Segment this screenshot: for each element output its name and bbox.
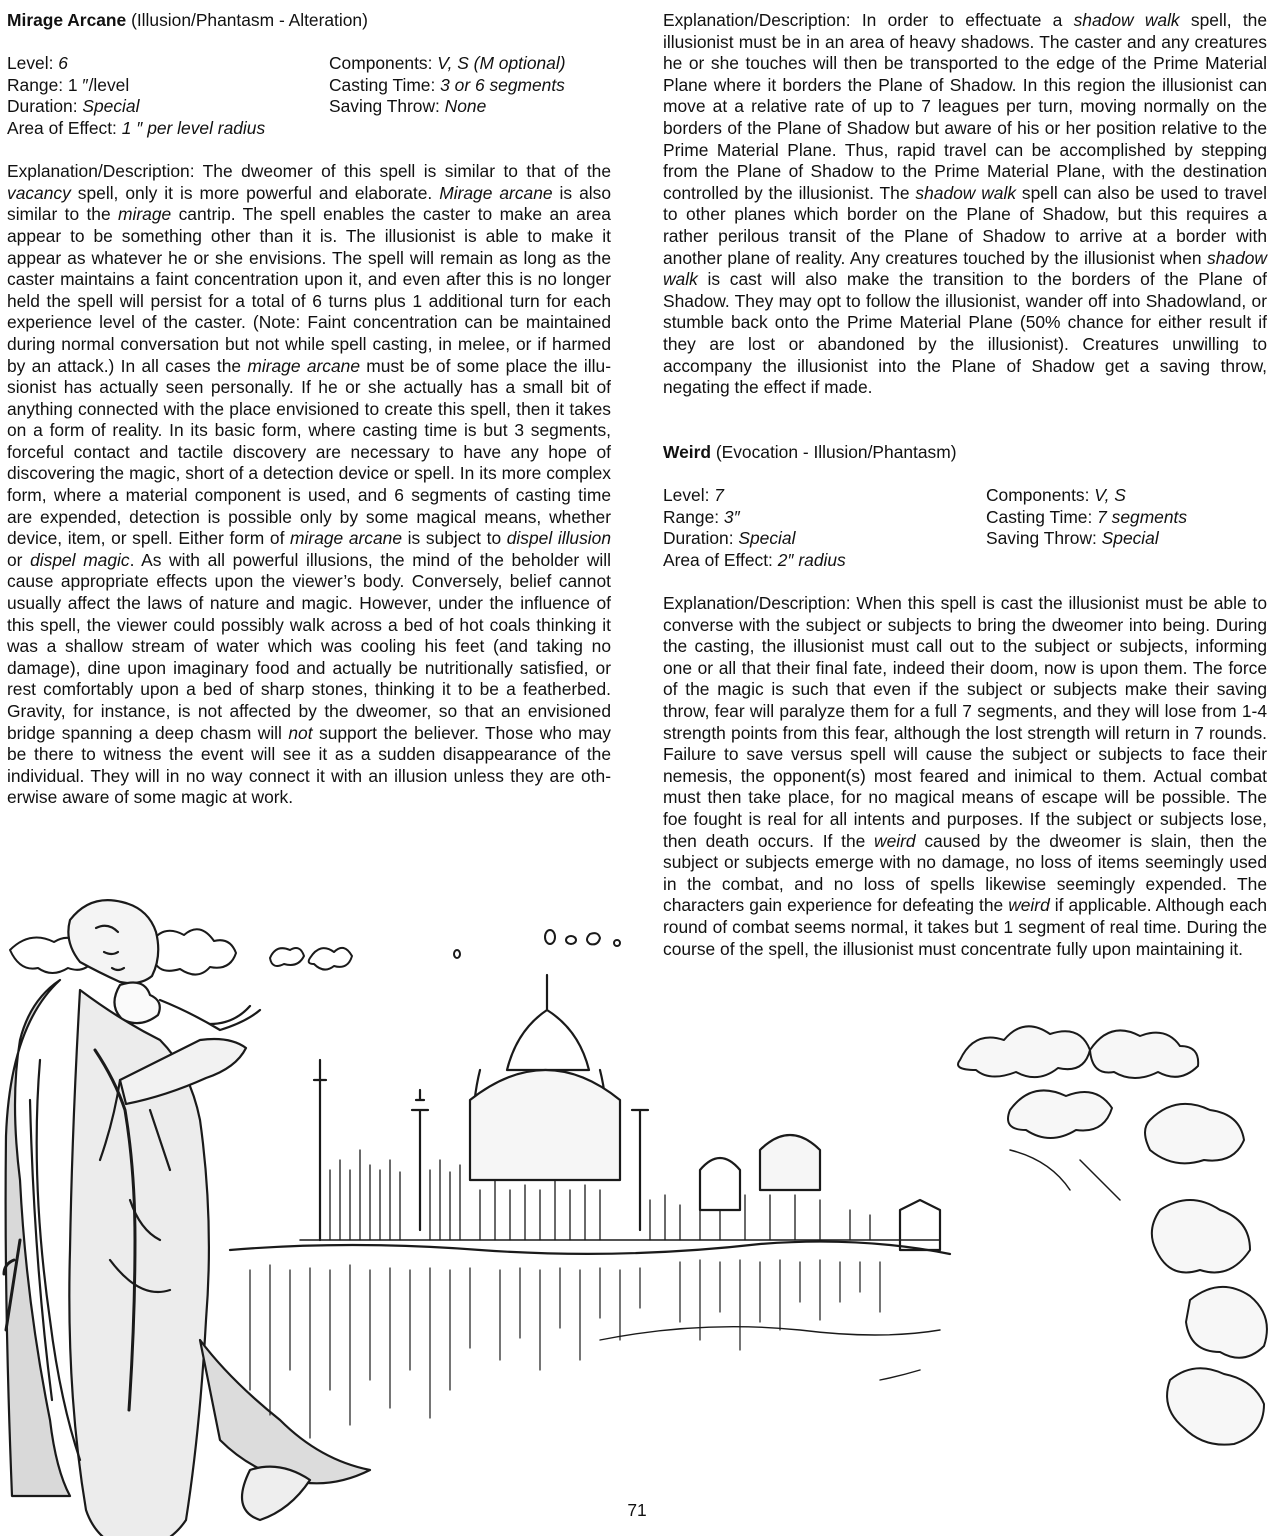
stat-components: Components: V, S (M optional) [329,53,566,74]
right-column [663,10,1267,960]
spell-description: Explanation/Description: When this spell is cast the illusionist must be able to converse with the subject or subjects to bring the dweomer into being. During the casting, the illusionist must call out to the subject or subjects, informing one or all that their final fate, indeed their doom, now is upon them. The force of the magic is such that even if the subject or subjects make their saving throw, fear will paralyze them for a full 7 segments, and they will lose from 1-4 strength points from this fear, although the lost strength will return in 7 rounds. Failure to save versus spell will cause the subject or subjects to face their nemesis, the opponent(s) most feared and inimical to them. Actual combat must then take place, for no magical means of escape will be possible. The foe fought is real for all intents and purposes. If the subject or subjects lose, then death occurs. If the weird caused by the dweomer is slain, then the subject or subjects emerge with no damage, no loss of items seemingly used in the combat, and no loss of spells likewise seemingly expended. The characters gain experience for defeating the weird if applicable. Although each round of combat seems normal, it takes but 1 segment of real time. During the course of the spell, the illusionist must concentrate fully upon maintaining it. [663,593,1268,959]
spell-description: Explanation/Description: The dweomer of this spell is similar to that of the vacancy spell, only it is more powerful and elaborate. Mirage arcane is also similar to the mirage cantrip. The spell enables the caster to make an area appear to be something other than it is. The illusionist is able to make it appear as whatever he or she envisions. The spell will remain as long as the caster maintains a faint concentration upon it, and even after this is no longer held the spell will persist for a total of 6 turns plus 1 additional turn for each experience level of the caster. (Note: Faint concentration can be maintained during normal conversation but not while spell casting, in melee, or if harmed by an attack.) In all cases the mirage arcane must be of some place the illusionist has actually seen personally. If he or she actually has a small bit of anything connected with the place envisioned to create this spell, then it takes on a form of reality. In its basic form, where casting time is but 3 segments, forceful contact and tactile discovery are necessary to have any hope of discovering the magic, short of a detection device or spell. In its more complex form, where a material component is used, and 6 segments of casting time are expended, detection is possible only by some magical means, whether device, item, or spell. Either form of mirage arcane is subject to dispel illusion or dispel magic. As with all powerful illusions, the mind of the beholder will cause appropriate effects upon the viewer’s body. Conversely, belief cannot usually affect the laws of nature and magic. However, under the influence of this spell, the viewer could possibly walk across a bed of hot coals thinking it was a shallow stream of water which was cooling his feet (and taking no damage), dine upon imaginary food and actually be nutritionally satisfied, or rest comfortably upon a bed of sharp stones, thinking it to be a featherbed. Gravity, for instance, is not affected by the dweomer, so that an envisioned bridge spanning a deep chasm will not support the believer. Those who may be there to witness the event will see it as a sudden disappearance of the individual. They will in no way connect it with an illusion unless they are otherwise aware of some magic at work. [7,161,612,808]
spell-school: (Evocation - Illusion/Phantasm) [715,441,957,462]
page-number: 71 [627,1500,647,1520]
stat-casting-time: Casting Time: 3 or 6 segments [329,74,565,95]
spell-stats [663,485,1267,571]
spell-title-mirage-arcane [7,10,611,32]
mirage-palace [230,975,950,1438]
stat-range: Range: 1 ″/level [7,74,130,95]
spell-name: Weird [663,441,711,462]
stat-area: Area of Effect: 2″ radius [663,549,846,570]
illusionist-figure [4,900,370,1536]
spell-name: Mirage Arcane [7,10,127,30]
stat-saving-throw: Saving Throw: Special [986,528,1159,549]
stat-saving-throw: Saving Throw: None [329,96,487,117]
stat-duration: Duration: Special [7,96,140,117]
stat-casting-time: Casting Time: 7 segments [986,506,1188,527]
stat-level: Level: 7 [663,485,724,506]
stat-area: Area of Effect: 1 ″ per level radius [7,117,266,138]
shadow-walk-description: Explanation/Description: In order to effectuate a shadow walk spell, the illusionist must be in an area of heavy shadows. The caster and any creatures he or she touches will then be transported to the edge of the Prime Material Plane where it borders the Plane of Shadow. In this region the illusionist can move at a relative rate of up to 7 leagues per turn, moving normally on the borders of the Plane of Shadow but aware of his or her position relative to the Prime Material Plane. Thus, rapid travel can be accomplished by stepping from the Plane of Shadow to the Prime Material Plane, with the destination controlled by the illusionist. The shadow walk spell can also be used to travel to other planes which border on the Plane of Shadow, but this requires a rather perilous transit of the Plane of Shadow to arrive at a border with another plane of reality. Any creatures touched by the illusionist when shadow walk is cast will also make the transition to the borders of the Plane of Shadow. They may opt to follow the illusionist, wander off into Shadowland, or stumble back onto the Prime Material Plane (50% chance for either result if they are lost or abandoned by the illusionist). Creatures unwilling to accompany the illusionist into the Plane of Shadow get a saving throw, negating the effect if made. [663,10,1267,398]
spell-stats [7,53,611,139]
left-column [7,10,611,809]
mirage-clouds [958,1026,1267,1444]
spell-school: (Illusion/Phantasm - Alteration) [131,10,368,30]
stat-level: Level: 6 [7,53,68,74]
thought-bubbles [10,929,620,980]
stat-components: Components: V, S [986,485,1126,506]
spell-title-weird [663,442,1267,464]
stat-duration: Duration: Special [663,528,796,549]
stat-range: Range: 3″ [663,506,740,527]
